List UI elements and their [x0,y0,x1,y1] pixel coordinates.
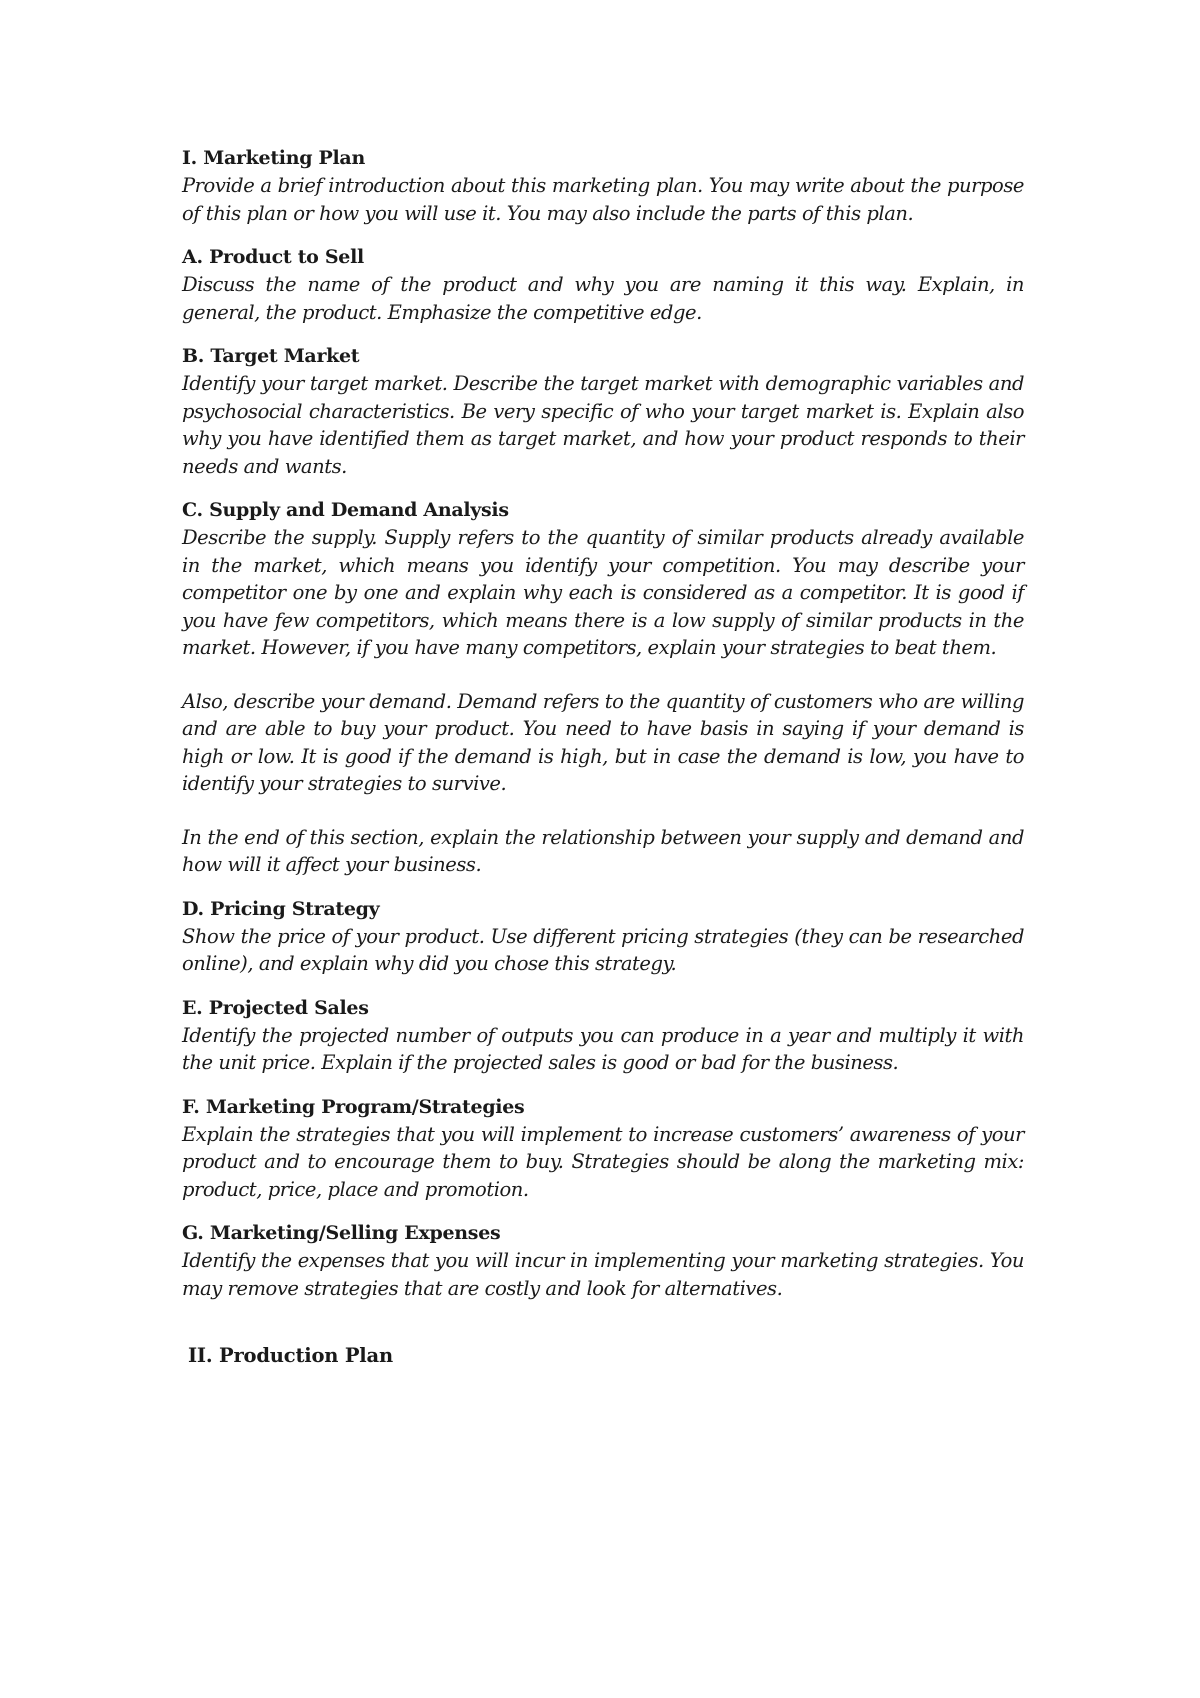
section-heading: C. Supply and Demand Analysis [182,499,509,521]
section-heading: B. Target Market [182,345,360,367]
section-paragraph: Show the price of your product. Use different pricing strategies (they can be researched online), and explain why did you chose this strategy. [182,924,1024,975]
section-heading: I. Marketing Plan [182,147,365,169]
section-marketing-plan [182,145,1024,227]
production-plan-heading: II. Production Plan [188,1344,393,1367]
section-paragraph: In the end of this section, explain the relationship between your supply and demand and how will it affect your business. [182,825,1024,876]
section-marketing-expenses [182,1220,1024,1302]
document-body [182,145,1024,1369]
section-target-market [182,343,1024,480]
section-paragraph: Provide a brief introduction about this marketing plan. You may write about the purpose of this plan or how you will use it. You may also include the parts of this plan. [182,174,1024,225]
section-marketing-program [182,1094,1024,1204]
section-supply-demand-analysis [182,497,1024,879]
section-paragraph: Identify the expenses that you will incur in implementing your marketing strategies. You may remove strategies that are costly and look for alternatives. [182,1249,1024,1300]
section-heading: G. Marketing/Selling Expenses [182,1222,501,1244]
section-paragraph: Explain the strategies that you will implement to increase customers’ awareness of your product and to encourage them to buy. Strategies should be along the marketing mix: product, price, place and promotion. [182,1122,1024,1201]
section-paragraph: Identify your target market. Describe the target market with demographic variables and psychosocial characteristics. Be very specific of who your target market is. Explain also why you have identified them as target market, and how your product responds to their needs and wants. [182,372,1024,478]
section-paragraph: Discuss the name of the product and why you are naming it this way. Explain, in general, the product. Emphasize the competitive edge. [182,273,1024,324]
section-heading: F. Marketing Program/Strategies [182,1095,525,1118]
section-product-to-sell [182,244,1024,326]
section-heading: E. Projected Sales [182,996,369,1019]
section-pricing-strategy [182,896,1024,978]
section-heading: D. Pricing Strategy [182,897,380,920]
section-paragraph: Also, describe your demand. Demand refers to the quantity of customers who are willing and are able to buy your product. You need to have basis in saying if your demand is high or low. It is good if the demand is high, but in case the demand is low, you have to identify your strategies to survive. [182,689,1024,795]
section-paragraph: Identify the projected number of outputs you can produce in a year and multiply it with the unit price. Explain if the projected sales is good or bad for the business. [182,1023,1024,1074]
section-projected-sales [182,995,1024,1077]
section-heading: A. Product to Sell [182,246,364,268]
section-paragraph: Describe the supply. Supply refers to the quantity of similar products already available in the market, which means you identify your competition. You may describe your competitor one by one and explain why each is considered as a competitor. It is good if you have few competitors, which means there is a low supply of similar products in the market. However, if you have many competitors, explain your strategies to beat them. [182,526,1024,659]
